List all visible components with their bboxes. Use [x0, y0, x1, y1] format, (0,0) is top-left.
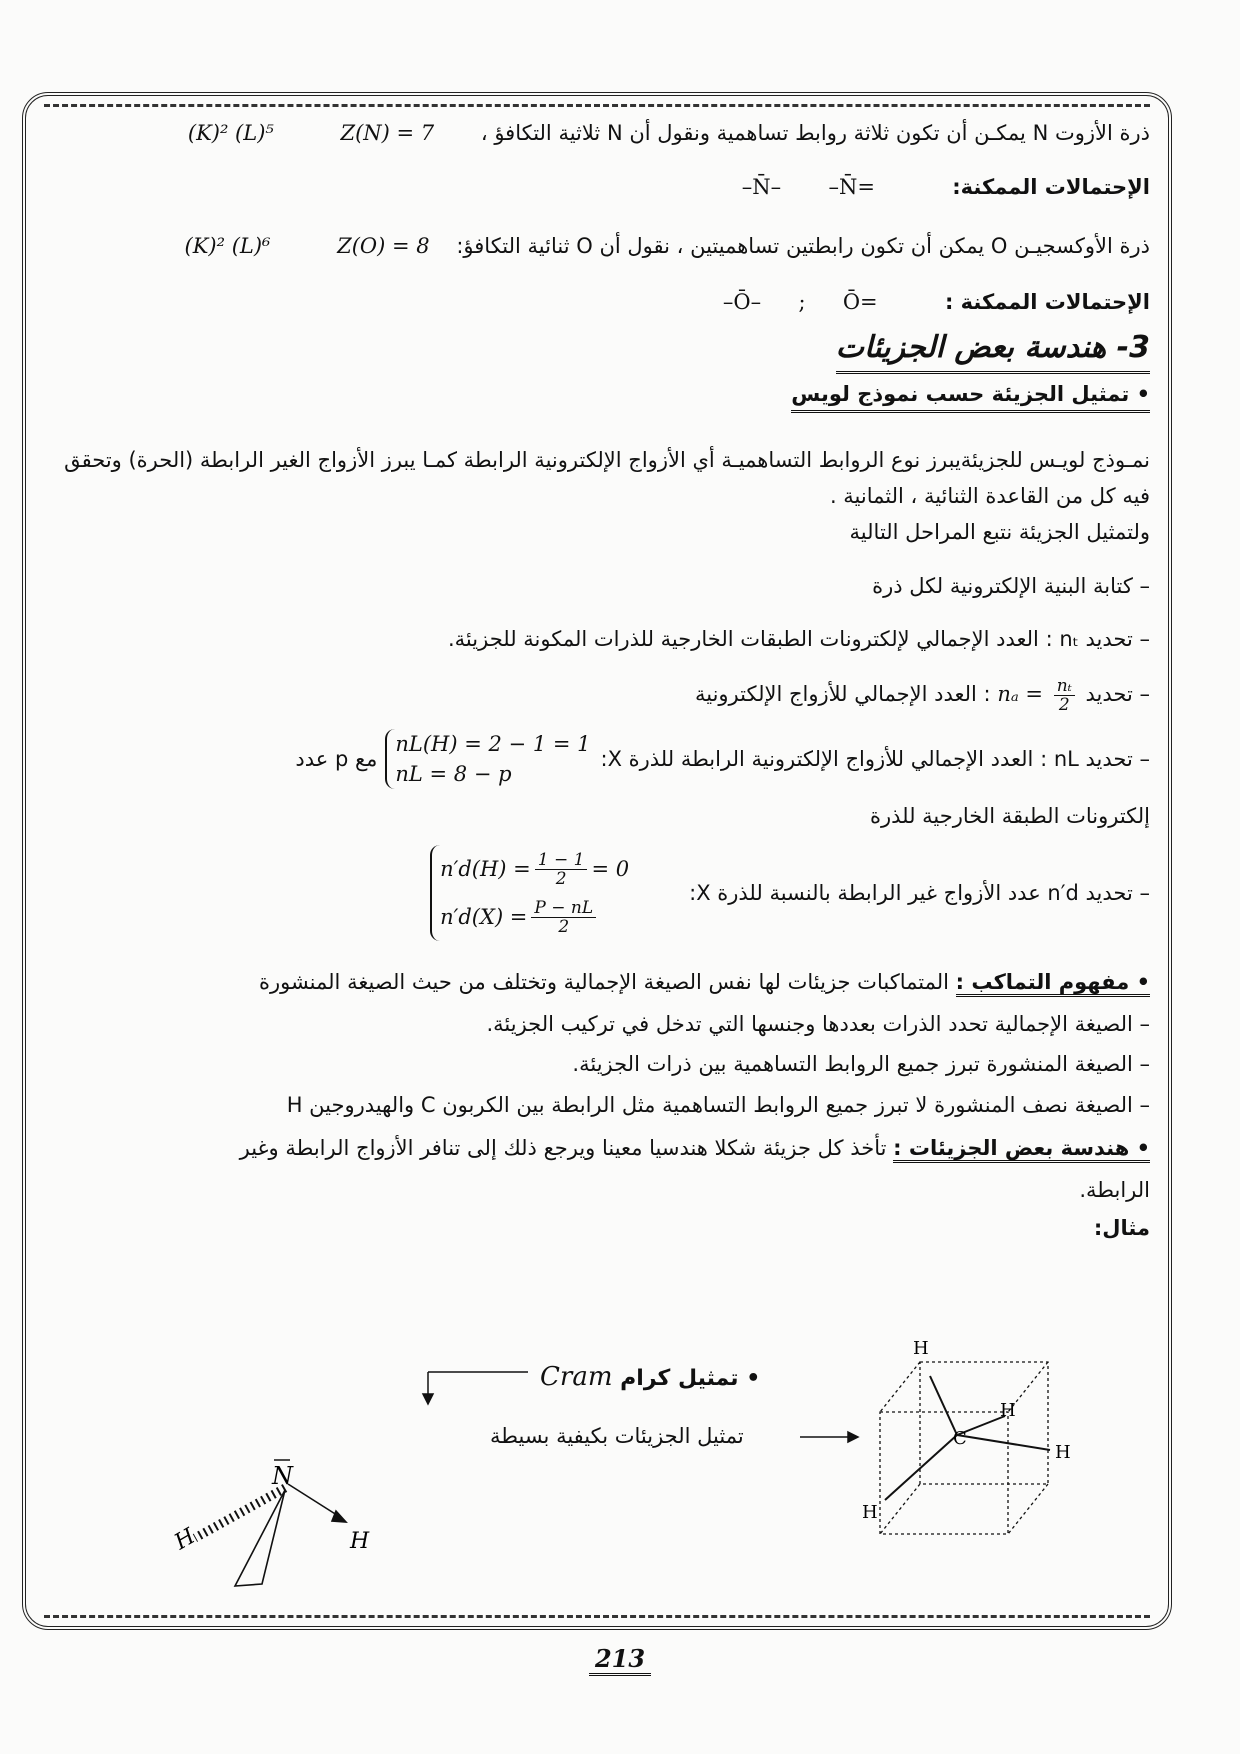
step-5-eq1-denominator: 2	[555, 868, 567, 889]
methane-h-top: H	[913, 1338, 929, 1359]
page-number-text: 213	[589, 1644, 651, 1676]
nitrogen-possibilities-label: الإحتمالات الممكنة:	[952, 175, 1150, 199]
step-3-denominator: 2	[1058, 695, 1070, 715]
step-5-label: – تحديد n′d عدد الأزواج غير الرابطة بالنسبة للذرة X:	[689, 881, 1150, 905]
oxygen-valency-text: ذرة الأوكسجيـن O يمكن أن تكون رابطتين تساهميتين ، نقول أن O ثنائية التكافؤ:	[456, 234, 1150, 258]
methane-h-right: H	[1055, 1442, 1071, 1463]
step-3-numerator: nₜ	[1054, 677, 1075, 696]
cram-word: Cram	[540, 1362, 613, 1392]
page-number	[0, 1644, 1240, 1673]
step-5-eq1-lhs: n′d(H) =	[440, 857, 531, 881]
isomer-definition: المتماكبات جزيئات لها نفس الصيغة الإجمالية وتختلف من حيث الصيغة المنشورة	[258, 970, 949, 994]
step-4-label: – تحديد nL : العدد الإجمالي للأزواج الإلكترونية الرابطة للذرة X:	[600, 747, 1150, 771]
ammonia-h-right: H	[350, 1529, 370, 1554]
step-4-continuation: إلكترونات الطبقة الخارجية للذرة	[869, 804, 1150, 828]
ammonia-h-left: H	[170, 1523, 200, 1556]
oxygen-possibility-2: Ō=	[842, 290, 878, 314]
ammonia-cram	[195, 1484, 346, 1586]
cram-description: تمثيل الجزيئات بكيفية بسيطة	[490, 1424, 744, 1448]
step-3-description: : العدد الإجمالي للأزواج الإلكترونية	[694, 682, 991, 706]
step-3-label: – تحديد	[1085, 682, 1150, 706]
isomer-bullet-1: – الصيغة الإجمالية تحدد الذرات بعددها وجنسها التي تدخل في تركيب الجزيئة.	[486, 1012, 1150, 1036]
oxygen-electron-config: (K)² (L)⁶	[184, 234, 271, 258]
methane-h-bottom: H	[862, 1502, 878, 1523]
geometry-text-continuation: الرابطة.	[1079, 1178, 1150, 1202]
oxygen-possibilities-label: الإحتمالات الممكنة :	[944, 290, 1150, 314]
step-2: – تحديد nₜ : العدد الإجمالي لإلكترونات الطبقات الخارجية للذرات المكونة للجزيئة.	[448, 627, 1150, 651]
methane-bonds	[885, 1376, 1050, 1500]
ammonia-n: N	[272, 1462, 293, 1490]
methane-h-right-top: H	[1000, 1400, 1016, 1421]
lewis-steps-intro: ولتمثيل الجزيئة نتبع المراحل التالية	[849, 520, 1150, 544]
methane-c: C	[953, 1428, 967, 1449]
isomer-bullet-2: – الصيغة المنشورة تبرز جميع الروابط التساهمية بين ذرات الجزيئة.	[572, 1052, 1150, 1076]
nitrogen-z: Z(N) = 7	[340, 121, 435, 145]
step-4-eq2: nL = 8 − p	[395, 762, 512, 786]
step-5-eq1-rhs: = 0	[591, 857, 630, 881]
cram-pointer-arrow	[423, 1372, 528, 1404]
nitrogen-possibility-1: –N̄–	[741, 175, 782, 199]
step-5-eq2-numerator: P − nL	[531, 899, 596, 918]
isomer-bullet-3: – الصيغة نصف المنشورة لا تبرز جميع الروابط التساهمية مثل الرابطة بين الكربون C والهيدروجين H	[286, 1093, 1150, 1117]
isomer-heading: • مفهوم التماكب :	[956, 970, 1150, 997]
section-title: 3- هندسة بعض الجزيئات	[836, 330, 1150, 374]
cram-heading: • تمثيل كرام	[620, 1366, 761, 1391]
step-3-lhs: nₐ =	[997, 682, 1044, 706]
nitrogen-valency-text: ذرة الأزوت N يمكـن أن تكون ثلاثة روابط تساهمية ونقول أن N ثلاثية التكافؤ ،	[480, 121, 1150, 145]
step-4-suffix: مع p عدد	[295, 747, 378, 771]
oxygen-z: Z(O) = 8	[337, 234, 430, 258]
example-label: مثال:	[1093, 1216, 1150, 1240]
step-5-eq2-denominator: 2	[558, 916, 570, 937]
step-5-eq1-numerator: 1 − 1	[535, 851, 588, 870]
lewis-heading: • تمثيل الجزيئة حسب نموذج لويس	[791, 382, 1150, 413]
nitrogen-electron-config: (K)² (L)⁵	[187, 121, 274, 145]
oxygen-possibility-1: –Ō–	[722, 290, 762, 314]
lewis-paragraph: نمـوذج لويـس للجزيئةيبرز نوع الروابط التساهميـة أي الأزواج الإلكترونية الرابطة كمـا يبرز الأزواج الغير الرابطة (الحرة) وتحقق فيه كل من القاعدة الثنائية ، الثمانية .	[64, 448, 1150, 508]
nitrogen-possibility-2: –N̄=	[828, 175, 875, 199]
step-4-eq1: nL(H) = 2 − 1 = 1	[395, 732, 591, 756]
description-arrow	[800, 1432, 858, 1442]
geometry-text: تأخذ كل جزيئة شكلا هندسيا معينا ويرجع ذلك إلى تنافر الأزواج الرابطة وغير	[239, 1136, 887, 1160]
step-5-eq2-lhs: n′d(X) =	[440, 905, 528, 929]
geometry-heading: • هندسة بعض الجزيئات :	[893, 1136, 1150, 1163]
step-1: – كتابة البنية الإلكترونية لكل ذرة	[872, 574, 1150, 598]
separator: ;	[798, 290, 806, 314]
